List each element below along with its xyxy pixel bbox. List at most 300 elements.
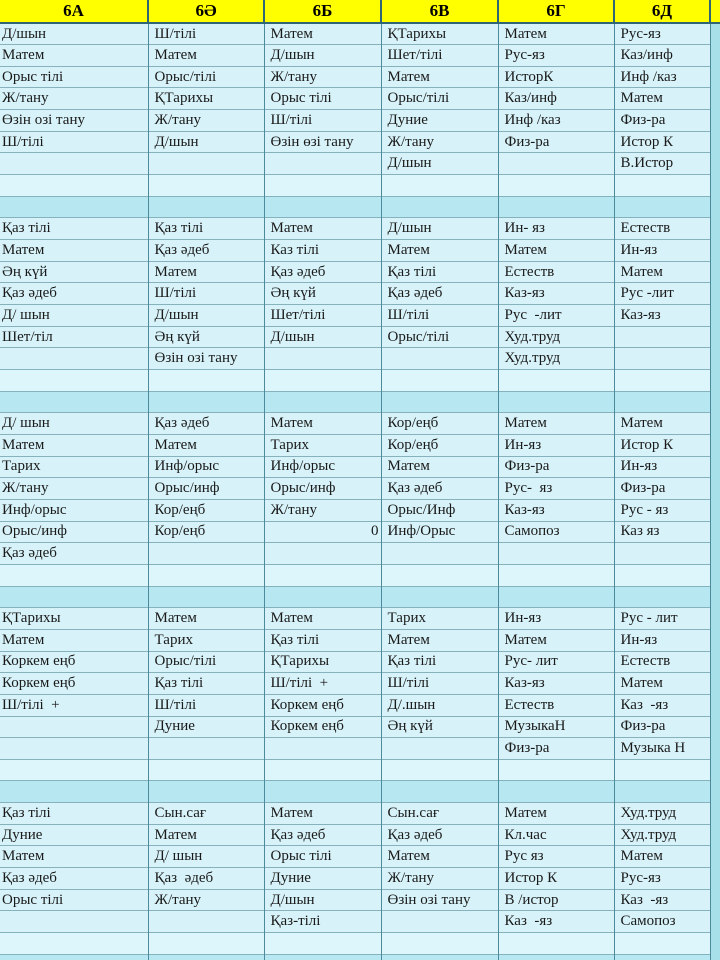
table-cell[interactable]: Матем: [0, 434, 148, 456]
table-cell[interactable]: Матем: [381, 66, 498, 88]
table-cell[interactable]: [264, 954, 381, 960]
table-row: [0, 23, 720, 45]
table-cell[interactable]: Ш/тілі: [148, 694, 264, 716]
table-cell[interactable]: Шет/тілі: [264, 305, 381, 327]
table-cell[interactable]: [148, 543, 264, 565]
table-cell[interactable]: [264, 391, 381, 413]
outside-strip: [710, 781, 720, 803]
table-cell[interactable]: [148, 759, 264, 781]
table-cell[interactable]: Ин-яз: [614, 629, 710, 651]
table-cell[interactable]: [0, 391, 148, 413]
table-cell[interactable]: Худ.труд: [498, 326, 614, 348]
table-cell[interactable]: Худ.труд: [614, 803, 710, 825]
table-cell[interactable]: Әң күй: [381, 716, 498, 738]
table-cell[interactable]: Тарих: [264, 434, 381, 456]
table-cell[interactable]: [498, 586, 614, 608]
table-cell[interactable]: Матем: [498, 803, 614, 825]
table-cell[interactable]: [381, 586, 498, 608]
table-cell[interactable]: [148, 153, 264, 175]
table-cell[interactable]: Матем: [148, 45, 264, 67]
table-cell[interactable]: [148, 586, 264, 608]
table-cell[interactable]: [614, 954, 710, 960]
column-header-6v[interactable]: 6В: [381, 0, 498, 23]
outside-strip: [710, 218, 720, 240]
table-cell[interactable]: Д/шын: [264, 45, 381, 67]
table-cell[interactable]: Матем: [264, 608, 381, 630]
table-cell[interactable]: [264, 586, 381, 608]
table-cell[interactable]: [498, 759, 614, 781]
table-cell[interactable]: Каз яз: [614, 521, 710, 543]
table-cell[interactable]: Тарих: [0, 456, 148, 478]
column-header-6g[interactable]: 6Г: [498, 0, 614, 23]
timetable-body: [0, 23, 720, 960]
table-cell[interactable]: [148, 370, 264, 392]
table-cell[interactable]: Каз-яз: [498, 283, 614, 305]
table-cell[interactable]: [381, 543, 498, 565]
table-cell[interactable]: Орыс/Инф: [381, 499, 498, 521]
table-cell[interactable]: [264, 738, 381, 760]
table-cell[interactable]: Ш/тілі: [264, 110, 381, 132]
column-header-6a[interactable]: 6А: [0, 0, 148, 23]
separator-row: [0, 391, 720, 413]
table-cell[interactable]: Ж/тану: [381, 131, 498, 153]
table-cell[interactable]: [0, 716, 148, 738]
table-cell[interactable]: Қаз әдеб: [264, 261, 381, 283]
table-cell[interactable]: Ж/тану: [148, 889, 264, 911]
table-cell[interactable]: Самопоз: [614, 911, 710, 933]
table-cell[interactable]: [614, 370, 710, 392]
table-cell[interactable]: Дуние: [148, 716, 264, 738]
table-cell[interactable]: [264, 196, 381, 218]
table-cell[interactable]: Естеств: [614, 651, 710, 673]
table-cell[interactable]: Ш/тілі: [148, 23, 264, 45]
table-cell[interactable]: Матем: [264, 23, 381, 45]
table-cell[interactable]: Қаз тілі: [148, 218, 264, 240]
table-cell[interactable]: [0, 196, 148, 218]
column-header-6ae[interactable]: 6Ә: [148, 0, 264, 23]
table-cell[interactable]: Қаз әдеб: [0, 283, 148, 305]
table-cell[interactable]: Коркем еңб: [264, 694, 381, 716]
table-cell[interactable]: Ж/тану: [264, 66, 381, 88]
table-cell[interactable]: ҚТарихы: [0, 608, 148, 630]
table-row: [0, 66, 720, 88]
table-cell[interactable]: Ж/тану: [0, 478, 148, 500]
table-cell[interactable]: Қаз тілі: [264, 629, 381, 651]
table-cell[interactable]: Ин-яз: [498, 434, 614, 456]
table-row: [0, 413, 720, 435]
table-cell[interactable]: [614, 759, 710, 781]
table-cell[interactable]: Д/шын: [148, 131, 264, 153]
table-cell[interactable]: Естеств: [614, 218, 710, 240]
table-cell[interactable]: [264, 543, 381, 565]
table-cell[interactable]: Рус-яз: [614, 868, 710, 890]
table-cell[interactable]: Каз тілі: [264, 240, 381, 262]
table-cell[interactable]: Ин- яз: [498, 218, 614, 240]
outside-strip: [710, 543, 720, 565]
table-cell[interactable]: [614, 781, 710, 803]
table-cell[interactable]: Матем: [498, 629, 614, 651]
table-cell[interactable]: [381, 911, 498, 933]
table-cell[interactable]: [614, 175, 710, 197]
table-cell[interactable]: Музыка Н: [614, 738, 710, 760]
table-cell[interactable]: Рус -лит: [498, 305, 614, 327]
table-cell[interactable]: Д/ шын: [148, 846, 264, 868]
table-cell[interactable]: [614, 564, 710, 586]
table-cell[interactable]: Инф/Орыс: [381, 521, 498, 543]
table-cell[interactable]: Ин-яз: [498, 608, 614, 630]
table-cell[interactable]: [0, 370, 148, 392]
table-cell[interactable]: Орыс тілі: [0, 889, 148, 911]
table-row: [0, 326, 720, 348]
table-cell[interactable]: [264, 370, 381, 392]
table-cell[interactable]: [381, 391, 498, 413]
table-cell[interactable]: Дуние: [0, 824, 148, 846]
table-cell[interactable]: Қаз әдеб: [381, 283, 498, 305]
table-cell[interactable]: [381, 759, 498, 781]
table-cell[interactable]: [498, 370, 614, 392]
table-row: [0, 478, 720, 500]
outside-strip: [710, 564, 720, 586]
table-cell[interactable]: Матем: [381, 240, 498, 262]
table-cell[interactable]: Ш/тілі: [381, 673, 498, 695]
outside-strip: [710, 889, 720, 911]
table-cell[interactable]: Қаз-тілі: [264, 911, 381, 933]
table-cell[interactable]: Истор К: [614, 131, 710, 153]
table-cell[interactable]: Рус яз: [498, 846, 614, 868]
table-cell[interactable]: Матем: [0, 45, 148, 67]
table-cell[interactable]: Ж/тану: [381, 868, 498, 890]
table-cell[interactable]: Каз -яз: [614, 694, 710, 716]
table-cell[interactable]: [148, 954, 264, 960]
separator-row: [0, 781, 720, 803]
table-cell[interactable]: Каз-яз: [498, 673, 614, 695]
table-cell[interactable]: [381, 370, 498, 392]
table-cell[interactable]: Ж/тану: [148, 110, 264, 132]
table-cell[interactable]: [0, 153, 148, 175]
table-cell[interactable]: [614, 933, 710, 955]
outside-strip: [710, 673, 720, 695]
table-cell[interactable]: Д/шын: [264, 326, 381, 348]
table-cell[interactable]: В.Истор: [614, 153, 710, 175]
table-cell[interactable]: Д/.шын: [381, 694, 498, 716]
table-cell[interactable]: [498, 543, 614, 565]
table-cell[interactable]: [264, 175, 381, 197]
table-cell[interactable]: [381, 564, 498, 586]
table-cell[interactable]: [381, 954, 498, 960]
table-cell[interactable]: [0, 564, 148, 586]
table-cell[interactable]: Естеств: [498, 261, 614, 283]
table-cell[interactable]: Орыс/тілі: [148, 66, 264, 88]
table-cell[interactable]: [0, 759, 148, 781]
table-cell[interactable]: Матем: [148, 608, 264, 630]
table-cell[interactable]: Қаз әдеб: [381, 478, 498, 500]
table-cell[interactable]: [498, 391, 614, 413]
table-cell[interactable]: Қаз тілі: [148, 673, 264, 695]
table-cell[interactable]: Каз -яз: [614, 889, 710, 911]
table-cell[interactable]: [498, 153, 614, 175]
table-cell[interactable]: Орыс тілі: [264, 88, 381, 110]
table-cell[interactable]: Ин-яз: [614, 240, 710, 262]
table-cell[interactable]: Шет/тіл: [0, 326, 148, 348]
table-cell[interactable]: Қаз әдеб: [264, 824, 381, 846]
outside-strip: [710, 370, 720, 392]
table-cell[interactable]: [0, 781, 148, 803]
table-cell[interactable]: Рус-яз: [498, 45, 614, 67]
outside-strip: [710, 45, 720, 67]
table-cell[interactable]: Орыс/тілі: [381, 326, 498, 348]
column-header-6d[interactable]: 6Д: [614, 0, 710, 23]
table-cell[interactable]: Матем: [148, 824, 264, 846]
table-cell[interactable]: [381, 933, 498, 955]
table-cell[interactable]: Орыс/инф: [0, 521, 148, 543]
table-cell[interactable]: Коркем еңб: [264, 716, 381, 738]
table-cell[interactable]: Д/шын: [381, 153, 498, 175]
table-cell[interactable]: Матем: [0, 846, 148, 868]
table-cell[interactable]: [148, 175, 264, 197]
table-cell[interactable]: [614, 586, 710, 608]
table-cell[interactable]: Матем: [264, 413, 381, 435]
table-cell[interactable]: Матем: [614, 413, 710, 435]
table-cell[interactable]: [498, 933, 614, 955]
table-cell[interactable]: Орыс/тілі: [381, 88, 498, 110]
table-cell[interactable]: Д/шын: [0, 23, 148, 45]
table-cell[interactable]: [0, 911, 148, 933]
table-cell[interactable]: [381, 781, 498, 803]
table-cell[interactable]: Худ.труд: [614, 824, 710, 846]
table-cell[interactable]: Қаз әдеб: [381, 824, 498, 846]
table-cell[interactable]: Рус-яз: [614, 23, 710, 45]
table-cell[interactable]: Кор/еңб: [148, 521, 264, 543]
table-cell[interactable]: Өзін озі тану: [381, 889, 498, 911]
table-cell[interactable]: Матем: [381, 629, 498, 651]
table-cell[interactable]: Д/ шын: [0, 305, 148, 327]
table-cell[interactable]: Рус -лит: [614, 283, 710, 305]
table-cell[interactable]: Ж/тану: [0, 88, 148, 110]
table-cell[interactable]: Орыс тілі: [264, 846, 381, 868]
table-cell[interactable]: Ш/тілі +: [0, 694, 148, 716]
table-cell[interactable]: Каз/инф: [614, 45, 710, 67]
table-cell[interactable]: Қаз әдеб: [0, 868, 148, 890]
table-cell[interactable]: Қаз тілі: [381, 261, 498, 283]
table-cell[interactable]: Каз -яз: [498, 911, 614, 933]
table-cell[interactable]: [498, 954, 614, 960]
table-cell[interactable]: [0, 348, 148, 370]
table-cell[interactable]: [614, 348, 710, 370]
outside-strip: [710, 326, 720, 348]
table-cell[interactable]: Рус- яз: [498, 478, 614, 500]
table-cell[interactable]: [148, 738, 264, 760]
table-cell[interactable]: Д/шын: [148, 305, 264, 327]
table-cell[interactable]: Кор/еңб: [381, 434, 498, 456]
table-cell[interactable]: Рус - лит: [614, 608, 710, 630]
table-cell[interactable]: [148, 933, 264, 955]
table-cell[interactable]: Коркем еңб: [0, 673, 148, 695]
table-cell[interactable]: Өзін озі тану: [0, 110, 148, 132]
table-cell[interactable]: [381, 738, 498, 760]
table-cell[interactable]: Орыс тілі: [0, 66, 148, 88]
table-cell[interactable]: Матем: [381, 846, 498, 868]
table-cell[interactable]: Матем: [148, 261, 264, 283]
table-cell[interactable]: [264, 153, 381, 175]
table-cell[interactable]: [0, 954, 148, 960]
table-cell[interactable]: Дуние: [381, 110, 498, 132]
table-cell[interactable]: Қаз әдеб: [0, 543, 148, 565]
table-cell[interactable]: Әң күй: [148, 326, 264, 348]
outside-strip: [710, 131, 720, 153]
table-cell[interactable]: [148, 196, 264, 218]
table-cell[interactable]: Матем: [614, 673, 710, 695]
table-cell[interactable]: [381, 175, 498, 197]
table-cell[interactable]: Әң күй: [264, 283, 381, 305]
table-cell[interactable]: Кор/еңб: [381, 413, 498, 435]
table-cell[interactable]: Ин-яз: [614, 456, 710, 478]
table-cell[interactable]: Өзін өзі тану: [264, 131, 381, 153]
column-header-6b[interactable]: 6Б: [264, 0, 381, 23]
table-cell[interactable]: ҚТарихы: [264, 651, 381, 673]
table-cell[interactable]: [264, 933, 381, 955]
table-cell[interactable]: Инф /каз: [614, 66, 710, 88]
table-cell[interactable]: [498, 196, 614, 218]
table-cell[interactable]: [381, 196, 498, 218]
table-cell[interactable]: Ш/тілі: [381, 305, 498, 327]
table-cell[interactable]: Инф /каз: [498, 110, 614, 132]
table-cell[interactable]: Матем: [614, 261, 710, 283]
table-cell[interactable]: Матем: [264, 218, 381, 240]
table-cell[interactable]: Физ-ра: [498, 738, 614, 760]
outside-strip: [710, 88, 720, 110]
table-cell[interactable]: Инф/орыс: [0, 499, 148, 521]
table-row: [0, 629, 720, 651]
table-cell[interactable]: Сын.сағ: [148, 803, 264, 825]
table-cell[interactable]: ҚТарихы: [148, 88, 264, 110]
table-cell[interactable]: Қаз әдеб: [148, 240, 264, 262]
table-row: [0, 88, 720, 110]
table-cell[interactable]: Рус- лит: [498, 651, 614, 673]
table-cell[interactable]: [498, 175, 614, 197]
table-cell[interactable]: Ж/тану: [264, 499, 381, 521]
table-cell[interactable]: Қаз тілі: [0, 803, 148, 825]
table-cell[interactable]: Рус - яз: [614, 499, 710, 521]
table-cell[interactable]: Матем: [498, 23, 614, 45]
table-row: [0, 131, 720, 153]
table-cell[interactable]: Матем: [0, 629, 148, 651]
table-cell[interactable]: Кор/еңб: [148, 499, 264, 521]
table-cell[interactable]: Ш/тілі: [0, 131, 148, 153]
table-cell[interactable]: Матем: [264, 803, 381, 825]
table-cell[interactable]: Физ-ра: [498, 456, 614, 478]
table-cell[interactable]: [264, 781, 381, 803]
table-cell[interactable]: [148, 781, 264, 803]
table-cell[interactable]: Тарих: [148, 629, 264, 651]
table-cell[interactable]: Естеств: [498, 694, 614, 716]
table-cell[interactable]: Әң күй: [0, 261, 148, 283]
table-cell[interactable]: Физ-ра: [498, 131, 614, 153]
table-cell[interactable]: Қаз әдеб: [148, 413, 264, 435]
table-cell[interactable]: Каз-яз: [614, 305, 710, 327]
table-cell[interactable]: [148, 911, 264, 933]
table-cell[interactable]: 0: [264, 521, 381, 543]
table-cell[interactable]: [0, 586, 148, 608]
table-cell[interactable]: Матем: [381, 456, 498, 478]
outside-strip: [710, 803, 720, 825]
table-cell[interactable]: Коркем еңб: [0, 651, 148, 673]
table-cell[interactable]: Инф/орыс: [148, 456, 264, 478]
table-cell[interactable]: [498, 564, 614, 586]
table-cell[interactable]: Дуние: [264, 868, 381, 890]
table-cell[interactable]: Тарих: [381, 608, 498, 630]
table-cell[interactable]: [148, 391, 264, 413]
table-cell[interactable]: [264, 759, 381, 781]
table-cell[interactable]: Инф/орыс: [264, 456, 381, 478]
table-cell[interactable]: [148, 564, 264, 586]
table-cell[interactable]: Матем: [498, 413, 614, 435]
table-cell[interactable]: Физ-ра: [614, 716, 710, 738]
table-cell[interactable]: Орыс/тілі: [148, 651, 264, 673]
table-cell[interactable]: Физ-ра: [614, 110, 710, 132]
table-cell[interactable]: Орыс/инф: [264, 478, 381, 500]
table-cell[interactable]: Ш/тілі: [148, 283, 264, 305]
table-cell[interactable]: [614, 543, 710, 565]
table-cell[interactable]: Физ-ра: [614, 478, 710, 500]
table-cell[interactable]: Қаз тілі: [381, 651, 498, 673]
table-cell[interactable]: Самопоз: [498, 521, 614, 543]
outside-strip: [710, 175, 720, 197]
table-cell[interactable]: [614, 326, 710, 348]
table-cell[interactable]: ИсторК: [498, 66, 614, 88]
outside-strip: [710, 23, 720, 45]
separator-row: [0, 564, 720, 586]
table-cell[interactable]: Д/шын: [264, 889, 381, 911]
table-cell[interactable]: [264, 564, 381, 586]
table-cell[interactable]: Қаз әдеб: [148, 868, 264, 890]
table-cell[interactable]: Матем: [148, 434, 264, 456]
table-cell[interactable]: [0, 175, 148, 197]
table-cell[interactable]: Шет/тілі: [381, 45, 498, 67]
outside-strip: [710, 305, 720, 327]
table-cell[interactable]: Матем: [0, 240, 148, 262]
table-cell[interactable]: Ш/тілі +: [264, 673, 381, 695]
table-cell[interactable]: Истор К: [614, 434, 710, 456]
table-cell[interactable]: Д/шын: [381, 218, 498, 240]
table-cell[interactable]: Истор К: [498, 868, 614, 890]
table-cell[interactable]: Кл.час: [498, 824, 614, 846]
table-cell[interactable]: Матем: [614, 846, 710, 868]
table-cell[interactable]: Каз-яз: [498, 499, 614, 521]
table-cell[interactable]: В /истор: [498, 889, 614, 911]
table-cell[interactable]: Қаз тілі: [0, 218, 148, 240]
table-cell[interactable]: [614, 196, 710, 218]
table-cell[interactable]: [614, 391, 710, 413]
table-cell[interactable]: [264, 348, 381, 370]
table-cell[interactable]: Өзін озі тану: [148, 348, 264, 370]
table-cell[interactable]: [0, 738, 148, 760]
table-cell[interactable]: Матем: [614, 88, 710, 110]
table-row: [0, 499, 720, 521]
table-cell[interactable]: Сын.сағ: [381, 803, 498, 825]
table-cell[interactable]: Матем: [498, 240, 614, 262]
table-cell[interactable]: [0, 933, 148, 955]
table-cell[interactable]: Орыс/инф: [148, 478, 264, 500]
table-cell[interactable]: Д/ шын: [0, 413, 148, 435]
outside-strip: [710, 153, 720, 175]
table-cell[interactable]: МузыкаН: [498, 716, 614, 738]
table-cell[interactable]: [381, 348, 498, 370]
outside-strip: [710, 240, 720, 262]
table-cell[interactable]: Худ.труд: [498, 348, 614, 370]
table-cell[interactable]: [498, 781, 614, 803]
table-cell[interactable]: ҚТарихы: [381, 23, 498, 45]
table-cell[interactable]: Каз/инф: [498, 88, 614, 110]
